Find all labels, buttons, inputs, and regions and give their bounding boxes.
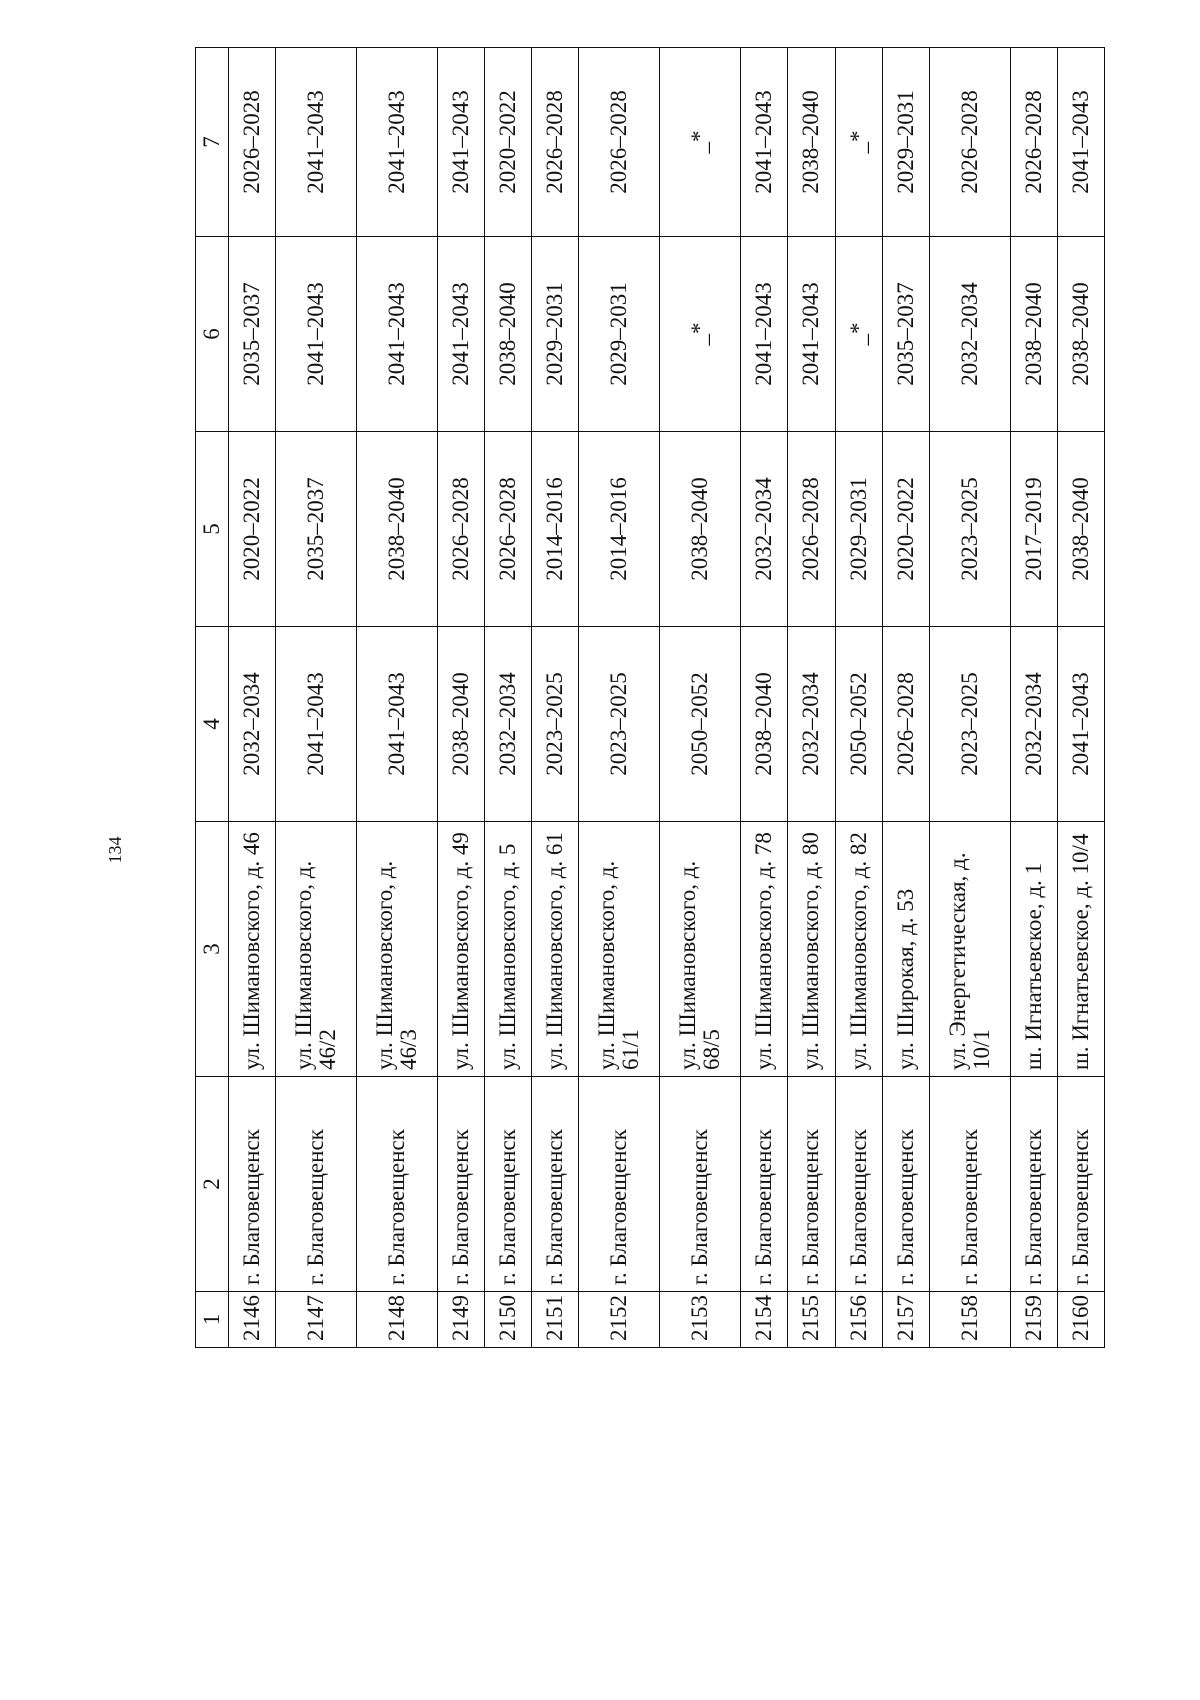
- period-cell: 2041–2043: [741, 237, 788, 432]
- address-cell: ш. Игнатьевское, д. 1: [1010, 822, 1057, 1077]
- page-number: 134: [105, 836, 125, 864]
- rotated-table-container: [195, 48, 1105, 1348]
- period-cell: 2032–2034: [788, 627, 835, 822]
- address-cell: ул. Энергетическая, д. 10/1: [929, 822, 1010, 1077]
- period-cell: 2032–2034: [1010, 627, 1057, 822]
- period-cell: 2041–2043: [276, 237, 357, 432]
- header-cell: 3: [196, 822, 229, 1077]
- period-cell: 2026–2028: [485, 432, 532, 627]
- city-cell: г. Благовещенск: [438, 1077, 485, 1292]
- city-cell: г. Благовещенск: [835, 1077, 882, 1292]
- period-cell: 2023–2025: [929, 432, 1010, 627]
- row-number-cell: 2151: [532, 1292, 579, 1348]
- city-cell: г. Благовещенск: [882, 1077, 929, 1292]
- period-cell: 2023–2025: [579, 627, 660, 822]
- period-cell: 2026–2028: [229, 48, 276, 237]
- header-cell: 5: [196, 432, 229, 627]
- row-number-cell: 2156: [835, 1292, 882, 1348]
- table-row: [1010, 48, 1057, 1348]
- period-cell: 2050–2052: [660, 627, 741, 822]
- period-cell: 2029–2031: [579, 237, 660, 432]
- period-cell: 2035–2037: [229, 237, 276, 432]
- period-cell: 2032–2034: [485, 627, 532, 822]
- row-number-cell: 2150: [485, 1292, 532, 1348]
- row-number-cell: 2148: [357, 1292, 438, 1348]
- row-number-cell: 2152: [579, 1292, 660, 1348]
- period-cell: 2026–2028: [579, 48, 660, 237]
- period-cell: 2020–2022: [229, 432, 276, 627]
- period-cell: 2026–2028: [532, 48, 579, 237]
- city-cell: г. Благовещенск: [485, 1077, 532, 1292]
- row-number-cell: 2146: [229, 1292, 276, 1348]
- period-cell: 2023–2025: [532, 627, 579, 822]
- address-cell: ул. Шимановского, д. 46/3: [357, 822, 438, 1077]
- row-number-cell: 2155: [788, 1292, 835, 1348]
- row-number-cell: 2153: [660, 1292, 741, 1348]
- period-cell: 2041–2043: [357, 627, 438, 822]
- table-row: [438, 48, 485, 1348]
- period-cell: 2017–2019: [1010, 432, 1057, 627]
- period-cell: 2029–2031: [882, 48, 929, 237]
- period-cell: _*: [835, 237, 882, 432]
- period-cell: 2035–2037: [882, 237, 929, 432]
- table-body: [229, 48, 1105, 1348]
- address-cell: ул. Шимановского, д. 82: [835, 822, 882, 1077]
- period-cell: 2041–2043: [357, 237, 438, 432]
- table-row: [229, 48, 276, 1348]
- period-cell: 2014–2016: [579, 432, 660, 627]
- data-table: [195, 47, 1105, 1348]
- row-number-cell: 2154: [741, 1292, 788, 1348]
- table-row: [929, 48, 1010, 1348]
- period-cell: 2050–2052: [835, 627, 882, 822]
- period-cell: 2032–2034: [929, 237, 1010, 432]
- row-number-cell: 2158: [929, 1292, 1010, 1348]
- row-number-cell: 2149: [438, 1292, 485, 1348]
- period-cell: 2041–2043: [438, 237, 485, 432]
- period-cell: 2038–2040: [438, 627, 485, 822]
- period-cell: _*: [835, 48, 882, 237]
- period-cell: 2026–2028: [788, 432, 835, 627]
- address-cell: ул. Шимановского, д. 5: [485, 822, 532, 1077]
- period-cell: 2038–2040: [357, 432, 438, 627]
- table-row: [532, 48, 579, 1348]
- table-row: [660, 48, 741, 1348]
- address-cell: ул. Шимановского, д. 46: [229, 822, 276, 1077]
- city-cell: г. Благовещенск: [741, 1077, 788, 1292]
- address-cell: ул. Шимановского, д. 68/5: [660, 822, 741, 1077]
- period-cell: 2041–2043: [276, 48, 357, 237]
- period-cell: 2032–2034: [229, 627, 276, 822]
- table-row: [788, 48, 835, 1348]
- period-cell: 2038–2040: [485, 237, 532, 432]
- row-number-cell: 2157: [882, 1292, 929, 1348]
- period-cell: 2038–2040: [741, 627, 788, 822]
- header-cell: 4: [196, 627, 229, 822]
- city-cell: г. Благовещенск: [1010, 1077, 1057, 1292]
- row-number-cell: 2160: [1057, 1292, 1104, 1348]
- table-row: [579, 48, 660, 1348]
- city-cell: г. Благовещенск: [229, 1077, 276, 1292]
- period-cell: _*: [660, 237, 741, 432]
- address-cell: ш. Игнатьевское, д. 10/4: [1057, 822, 1104, 1077]
- table-row: [882, 48, 929, 1348]
- period-cell: 2020–2022: [485, 48, 532, 237]
- row-number-cell: 2147: [276, 1292, 357, 1348]
- period-cell: 2041–2043: [276, 627, 357, 822]
- row-number-cell: 2159: [1010, 1292, 1057, 1348]
- period-cell: 2038–2040: [660, 432, 741, 627]
- table-row: [1057, 48, 1104, 1348]
- city-cell: г. Благовещенск: [1057, 1077, 1104, 1292]
- period-cell: 2041–2043: [438, 48, 485, 237]
- address-cell: ул. Шимановского, д. 61: [532, 822, 579, 1077]
- period-cell: 2038–2040: [1057, 237, 1104, 432]
- period-cell: 2029–2031: [835, 432, 882, 627]
- address-cell: ул. Шимановского, д. 80: [788, 822, 835, 1077]
- period-cell: 2038–2040: [1010, 237, 1057, 432]
- city-cell: г. Благовещенск: [660, 1077, 741, 1292]
- period-cell: _*: [660, 48, 741, 237]
- city-cell: г. Благовещенск: [579, 1077, 660, 1292]
- period-cell: 2041–2043: [788, 237, 835, 432]
- city-cell: г. Благовещенск: [788, 1077, 835, 1292]
- period-cell: 2041–2043: [1057, 48, 1104, 237]
- period-cell: 2038–2040: [1057, 432, 1104, 627]
- period-cell: 2020–2022: [882, 432, 929, 627]
- address-cell: ул. Шимановского, д. 49: [438, 822, 485, 1077]
- header-cell: 2: [196, 1077, 229, 1292]
- city-cell: г. Благовещенск: [532, 1077, 579, 1292]
- table-row: [357, 48, 438, 1348]
- header-row: [196, 48, 229, 1348]
- period-cell: 2041–2043: [1057, 627, 1104, 822]
- address-cell: ул. Шимановского, д. 78: [741, 822, 788, 1077]
- period-cell: 2032–2034: [741, 432, 788, 627]
- period-cell: 2029–2031: [532, 237, 579, 432]
- city-cell: г. Благовещенск: [929, 1077, 1010, 1292]
- city-cell: г. Благовещенск: [357, 1077, 438, 1292]
- period-cell: 2041–2043: [741, 48, 788, 237]
- address-cell: ул. Шимановского, д. 61/1: [579, 822, 660, 1077]
- period-cell: 2026–2028: [882, 627, 929, 822]
- table-row: [835, 48, 882, 1348]
- period-cell: 2035–2037: [276, 432, 357, 627]
- address-cell: ул. Широкая, д. 53: [882, 822, 929, 1077]
- table-row: [741, 48, 788, 1348]
- period-cell: 2014–2016: [532, 432, 579, 627]
- header-cell: 1: [196, 1292, 229, 1348]
- period-cell: 2041–2043: [357, 48, 438, 237]
- header-cell: 7: [196, 48, 229, 237]
- address-cell: ул. Шимановского, д. 46/2: [276, 822, 357, 1077]
- table-row: [276, 48, 357, 1348]
- period-cell: 2026–2028: [929, 48, 1010, 237]
- period-cell: 2026–2028: [438, 432, 485, 627]
- table-row: [485, 48, 532, 1348]
- period-cell: 2026–2028: [1010, 48, 1057, 237]
- header-cell: 6: [196, 237, 229, 432]
- period-cell: 2038–2040: [788, 48, 835, 237]
- period-cell: 2023–2025: [929, 627, 1010, 822]
- city-cell: г. Благовещенск: [276, 1077, 357, 1292]
